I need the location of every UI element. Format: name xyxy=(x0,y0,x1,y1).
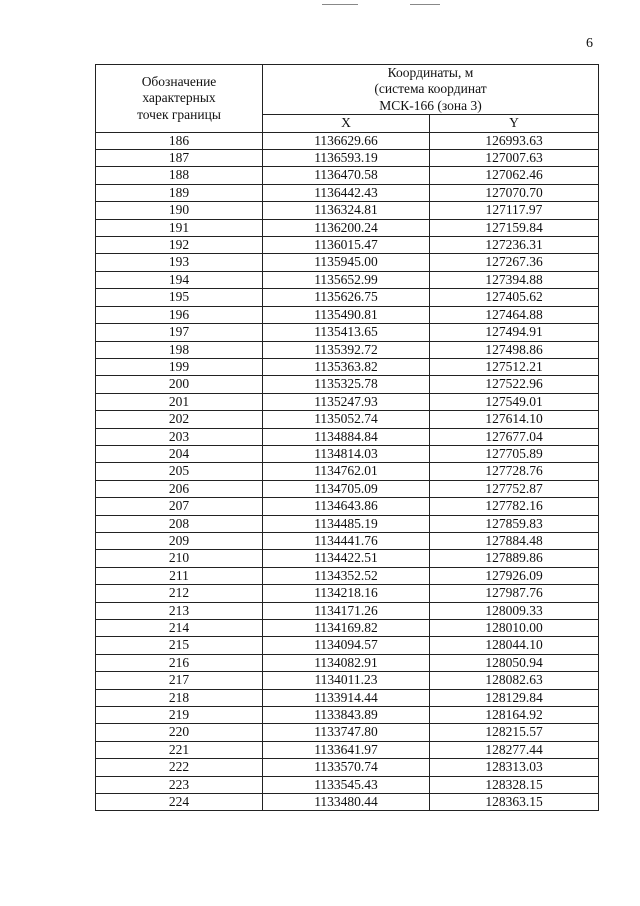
header-coords-line-3: МСК-166 (зона 3) xyxy=(379,97,482,113)
x-cell: 1134169.82 xyxy=(263,620,430,637)
boundary-coordinates-table xyxy=(95,64,599,811)
y-cell: 127677.04 xyxy=(430,428,599,445)
y-cell: 127405.62 xyxy=(430,289,599,306)
x-cell: 1134884.84 xyxy=(263,428,430,445)
table-row xyxy=(96,445,599,462)
table-row xyxy=(96,637,599,654)
table-row xyxy=(96,289,599,306)
x-cell: 1133843.89 xyxy=(263,707,430,724)
point-cell: 195 xyxy=(96,289,263,306)
y-cell: 128277.44 xyxy=(430,741,599,758)
x-cell: 1136442.43 xyxy=(263,184,430,201)
x-cell: 1134171.26 xyxy=(263,602,430,619)
point-cell: 198 xyxy=(96,341,263,358)
x-cell: 1135490.81 xyxy=(263,306,430,323)
x-cell: 1134705.09 xyxy=(263,480,430,497)
table-row xyxy=(96,463,599,480)
x-cell: 1133545.43 xyxy=(263,776,430,793)
header-y: Y xyxy=(430,115,599,132)
point-cell: 186 xyxy=(96,132,263,149)
x-cell: 1134082.91 xyxy=(263,654,430,671)
point-cell: 204 xyxy=(96,445,263,462)
table-row xyxy=(96,150,599,167)
y-cell: 127464.88 xyxy=(430,306,599,323)
x-cell: 1135363.82 xyxy=(263,358,430,375)
y-cell: 127117.97 xyxy=(430,202,599,219)
table-row xyxy=(96,724,599,741)
y-cell: 128313.03 xyxy=(430,759,599,776)
point-cell: 205 xyxy=(96,463,263,480)
y-cell: 128010.00 xyxy=(430,620,599,637)
y-cell: 128009.33 xyxy=(430,602,599,619)
point-cell: 199 xyxy=(96,358,263,375)
table-row xyxy=(96,219,599,236)
y-cell: 127859.83 xyxy=(430,515,599,532)
x-cell: 1135945.00 xyxy=(263,254,430,271)
x-cell: 1133480.44 xyxy=(263,794,430,811)
y-cell: 127926.09 xyxy=(430,567,599,584)
point-cell: 209 xyxy=(96,532,263,549)
x-cell: 1134094.57 xyxy=(263,637,430,654)
point-cell: 220 xyxy=(96,724,263,741)
point-cell: 208 xyxy=(96,515,263,532)
y-cell: 128044.10 xyxy=(430,637,599,654)
point-cell: 200 xyxy=(96,376,263,393)
point-cell: 224 xyxy=(96,794,263,811)
y-cell: 127494.91 xyxy=(430,324,599,341)
table-row xyxy=(96,393,599,410)
point-cell: 189 xyxy=(96,184,263,201)
point-cell: 196 xyxy=(96,306,263,323)
y-cell: 128082.63 xyxy=(430,672,599,689)
y-cell: 127512.21 xyxy=(430,358,599,375)
x-cell: 1134814.03 xyxy=(263,445,430,462)
y-cell: 126993.63 xyxy=(430,132,599,149)
y-cell: 127728.76 xyxy=(430,463,599,480)
page-number: 6 xyxy=(586,36,593,51)
y-cell: 127236.31 xyxy=(430,237,599,254)
point-cell: 190 xyxy=(96,202,263,219)
table-row xyxy=(96,306,599,323)
table-row xyxy=(96,254,599,271)
table-row xyxy=(96,132,599,149)
x-cell: 1136200.24 xyxy=(263,219,430,236)
table-row xyxy=(96,271,599,288)
x-cell: 1135413.65 xyxy=(263,324,430,341)
y-cell: 128215.57 xyxy=(430,724,599,741)
table-row xyxy=(96,602,599,619)
point-cell: 215 xyxy=(96,637,263,654)
x-cell: 1136629.66 xyxy=(263,132,430,149)
x-cell: 1136324.81 xyxy=(263,202,430,219)
x-cell: 1135626.75 xyxy=(263,289,430,306)
table-row xyxy=(96,358,599,375)
table-row xyxy=(96,794,599,811)
point-cell: 194 xyxy=(96,271,263,288)
table-row xyxy=(96,707,599,724)
table-row xyxy=(96,411,599,428)
point-cell: 193 xyxy=(96,254,263,271)
x-cell: 1134643.86 xyxy=(263,498,430,515)
y-cell: 127498.86 xyxy=(430,341,599,358)
point-cell: 192 xyxy=(96,237,263,254)
y-cell: 128328.15 xyxy=(430,776,599,793)
table-row xyxy=(96,672,599,689)
x-cell: 1134441.76 xyxy=(263,532,430,549)
point-cell: 221 xyxy=(96,741,263,758)
point-cell: 223 xyxy=(96,776,263,793)
header-coords-line-1: Координаты, м xyxy=(387,65,474,80)
point-cell: 203 xyxy=(96,428,263,445)
x-cell: 1136470.58 xyxy=(263,167,430,184)
table-row xyxy=(96,567,599,584)
table-row xyxy=(96,498,599,515)
x-cell: 1134762.01 xyxy=(263,463,430,480)
table-row xyxy=(96,428,599,445)
table-row xyxy=(96,620,599,637)
point-cell: 219 xyxy=(96,707,263,724)
table-body xyxy=(96,132,599,811)
table-row xyxy=(96,376,599,393)
y-cell: 128164.92 xyxy=(430,707,599,724)
x-cell: 1133747.80 xyxy=(263,724,430,741)
x-cell: 1133641.97 xyxy=(263,741,430,758)
table-row xyxy=(96,237,599,254)
table-row xyxy=(96,550,599,567)
scan-top-marks xyxy=(322,4,442,6)
table-row xyxy=(96,167,599,184)
x-cell: 1135652.99 xyxy=(263,271,430,288)
header-coords-line-2: (система координат xyxy=(374,81,487,97)
table-row xyxy=(96,202,599,219)
y-cell: 128050.94 xyxy=(430,654,599,671)
point-cell: 188 xyxy=(96,167,263,184)
table-row xyxy=(96,689,599,706)
point-cell: 218 xyxy=(96,689,263,706)
point-cell: 191 xyxy=(96,219,263,236)
y-cell: 128129.84 xyxy=(430,689,599,706)
y-cell: 127062.46 xyxy=(430,167,599,184)
x-cell: 1133570.74 xyxy=(263,759,430,776)
x-cell: 1133914.44 xyxy=(263,689,430,706)
header-point-line-1: Обозначение xyxy=(141,73,217,89)
y-cell: 127889.86 xyxy=(430,550,599,567)
x-cell: 1134352.52 xyxy=(263,567,430,584)
x-cell: 1136015.47 xyxy=(263,237,430,254)
y-cell: 127752.87 xyxy=(430,480,599,497)
x-cell: 1134011.23 xyxy=(263,672,430,689)
y-cell: 127007.63 xyxy=(430,150,599,167)
point-cell: 213 xyxy=(96,602,263,619)
y-cell: 127394.88 xyxy=(430,271,599,288)
x-cell: 1134218.16 xyxy=(263,585,430,602)
header-coordinates-group xyxy=(263,65,599,115)
point-cell: 187 xyxy=(96,150,263,167)
point-cell: 214 xyxy=(96,620,263,637)
y-cell: 127522.96 xyxy=(430,376,599,393)
point-cell: 211 xyxy=(96,567,263,584)
table-row xyxy=(96,480,599,497)
table-row xyxy=(96,532,599,549)
header-point-line-2: характерных xyxy=(142,90,216,106)
table-row xyxy=(96,759,599,776)
table-row xyxy=(96,515,599,532)
point-cell: 207 xyxy=(96,498,263,515)
y-cell: 127549.01 xyxy=(430,393,599,410)
point-cell: 210 xyxy=(96,550,263,567)
y-cell: 127782.16 xyxy=(430,498,599,515)
x-cell: 1135392.72 xyxy=(263,341,430,358)
table-row xyxy=(96,741,599,758)
x-cell: 1135325.78 xyxy=(263,376,430,393)
x-cell: 1135247.93 xyxy=(263,393,430,410)
y-cell: 128363.15 xyxy=(430,794,599,811)
x-cell: 1135052.74 xyxy=(263,411,430,428)
header-x: X xyxy=(263,115,430,132)
point-cell: 212 xyxy=(96,585,263,602)
point-cell: 197 xyxy=(96,324,263,341)
table-row xyxy=(96,654,599,671)
header-point-line-3: точек границы xyxy=(137,106,221,122)
table-row xyxy=(96,776,599,793)
point-cell: 201 xyxy=(96,393,263,410)
y-cell: 127070.70 xyxy=(430,184,599,201)
point-cell: 217 xyxy=(96,672,263,689)
x-cell: 1134485.19 xyxy=(263,515,430,532)
x-cell: 1136593.19 xyxy=(263,150,430,167)
y-cell: 127884.48 xyxy=(430,532,599,549)
point-cell: 216 xyxy=(96,654,263,671)
point-cell: 202 xyxy=(96,411,263,428)
y-cell: 127614.10 xyxy=(430,411,599,428)
point-cell: 222 xyxy=(96,759,263,776)
point-cell: 206 xyxy=(96,480,263,497)
table-row xyxy=(96,324,599,341)
y-cell: 127267.36 xyxy=(430,254,599,271)
table-row xyxy=(96,184,599,201)
y-cell: 127987.76 xyxy=(430,585,599,602)
y-cell: 127159.84 xyxy=(430,219,599,236)
y-cell: 127705.89 xyxy=(430,445,599,462)
table-row xyxy=(96,341,599,358)
header-point-designation xyxy=(96,65,263,133)
table-row xyxy=(96,585,599,602)
x-cell: 1134422.51 xyxy=(263,550,430,567)
